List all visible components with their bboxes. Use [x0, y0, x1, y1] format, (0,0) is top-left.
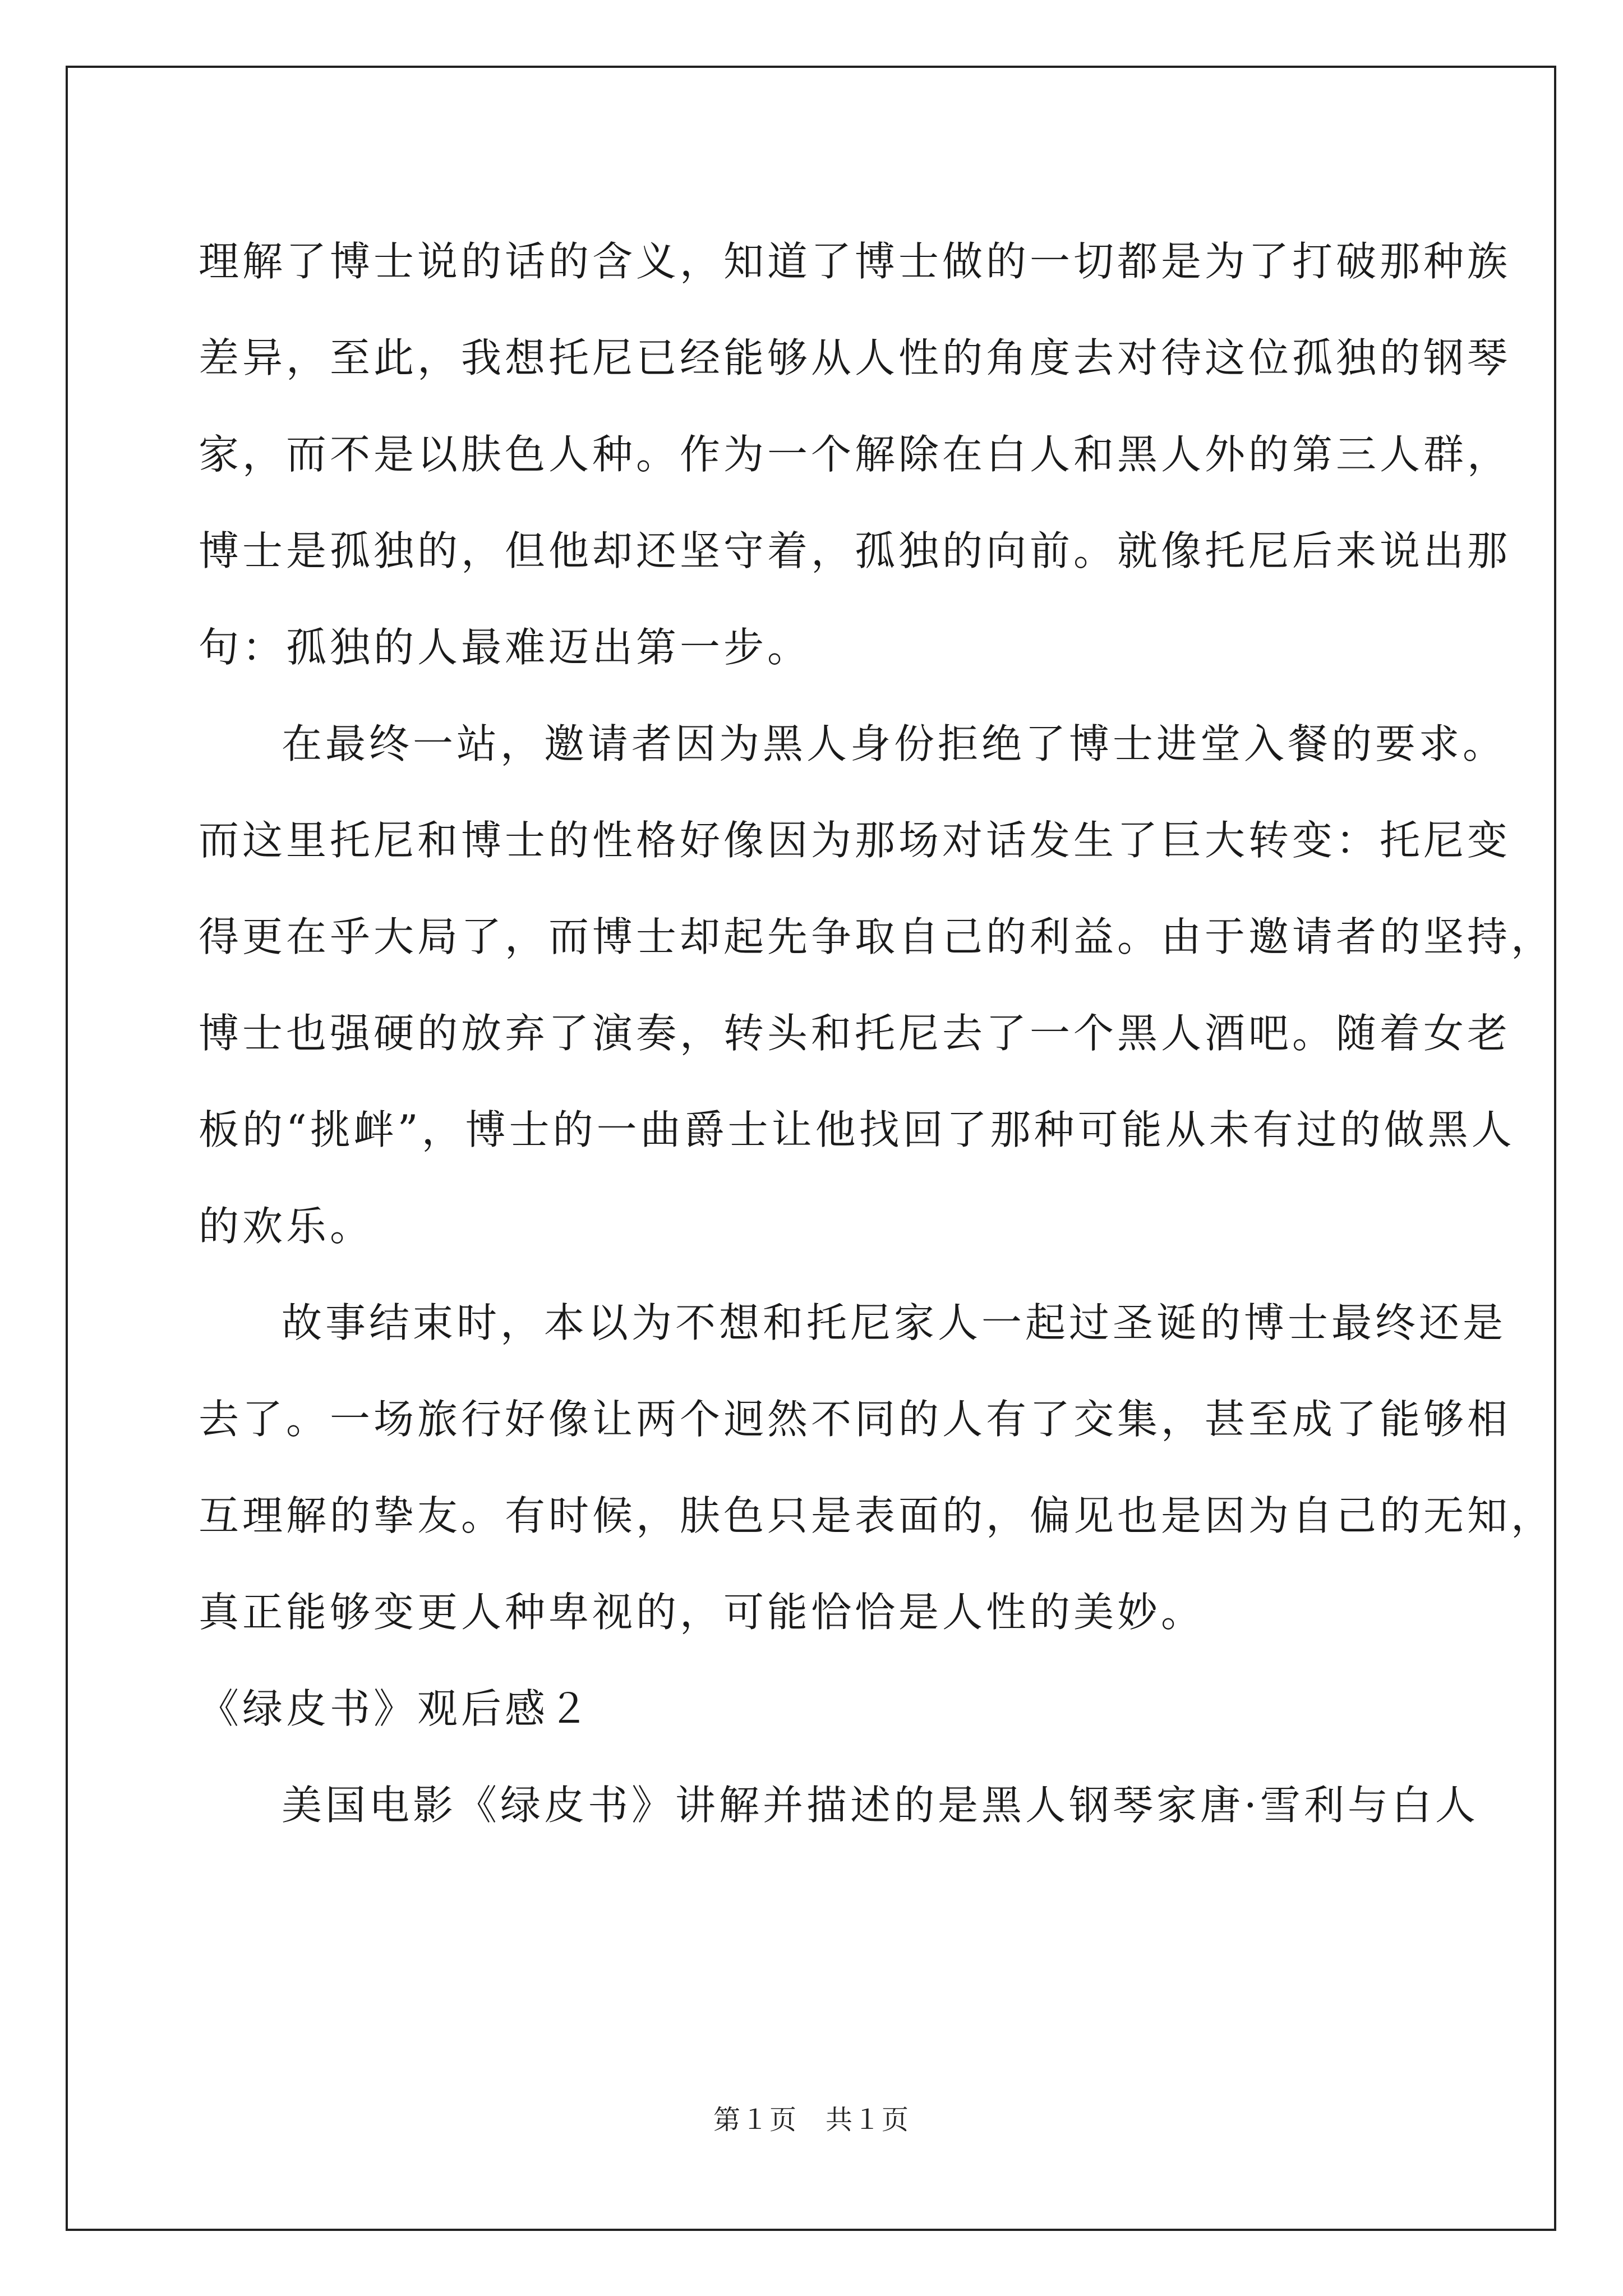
text-line: 得更在乎大局了，而博士却起先争取自己的利益。由于邀请者的坚持，: [199, 913, 1555, 960]
text-line: 博士是孤独的，但他却还坚守着，孤独的向前。就像托尼后来说出那: [199, 527, 1511, 574]
text-line: 互理解的挚友。有时候，肤色只是表面的，偏见也是因为自己的无知，: [199, 1492, 1555, 1539]
text-line: 句：孤独的人最难迈出第一步。: [199, 624, 811, 671]
text-line: 而这里托尼和博士的性格好像因为那场对话发生了巨大转变：托尼变: [199, 817, 1511, 864]
page-footer: 第１页 共１页: [713, 2104, 910, 2136]
text-line: 博士也强硬的放弃了演奏，转头和托尼去了一个黑人酒吧。随着女老: [199, 1010, 1511, 1057]
paragraph-start-line: 在最终一站，邀请者因为黑人身份拒绝了博士进堂入餐的要求。: [282, 720, 1507, 767]
text-line: 去了。一场旅行好像让两个迥然不同的人有了交集，甚至成了能够相: [199, 1396, 1511, 1443]
text-line: 的欢乐。: [199, 1203, 374, 1250]
text-line: 家，而不是以肤色人种。作为一个解除在白人和黑人外的第三人群，: [199, 431, 1511, 478]
document-body: [199, 213, 1555, 1853]
paragraph-start-line: 美国电影《绿皮书》讲解并描述的是黑人钢琴家唐·雪利与白人: [282, 1782, 1479, 1829]
text-line: 差异，至此，我想托尼已经能够从人性的角度去对待这位孤独的钢琴: [199, 334, 1511, 381]
text-line: 真正能够变更人种卑视的，可能恰恰是人性的美妙。: [199, 1589, 1205, 1636]
section-heading: 《绿皮书》观后感２: [199, 1685, 593, 1732]
text-line: 板的“挑衅”，博士的一曲爵士让他找回了那种可能从未有过的做黑人: [199, 1106, 1515, 1153]
text-line: 理解了博士说的话的含义，知道了博士做的一切都是为了打破那种族: [199, 238, 1511, 285]
paragraph-start-line: 故事结束时，本以为不想和托尼家人一起过圣诞的博士最终还是: [282, 1299, 1507, 1346]
